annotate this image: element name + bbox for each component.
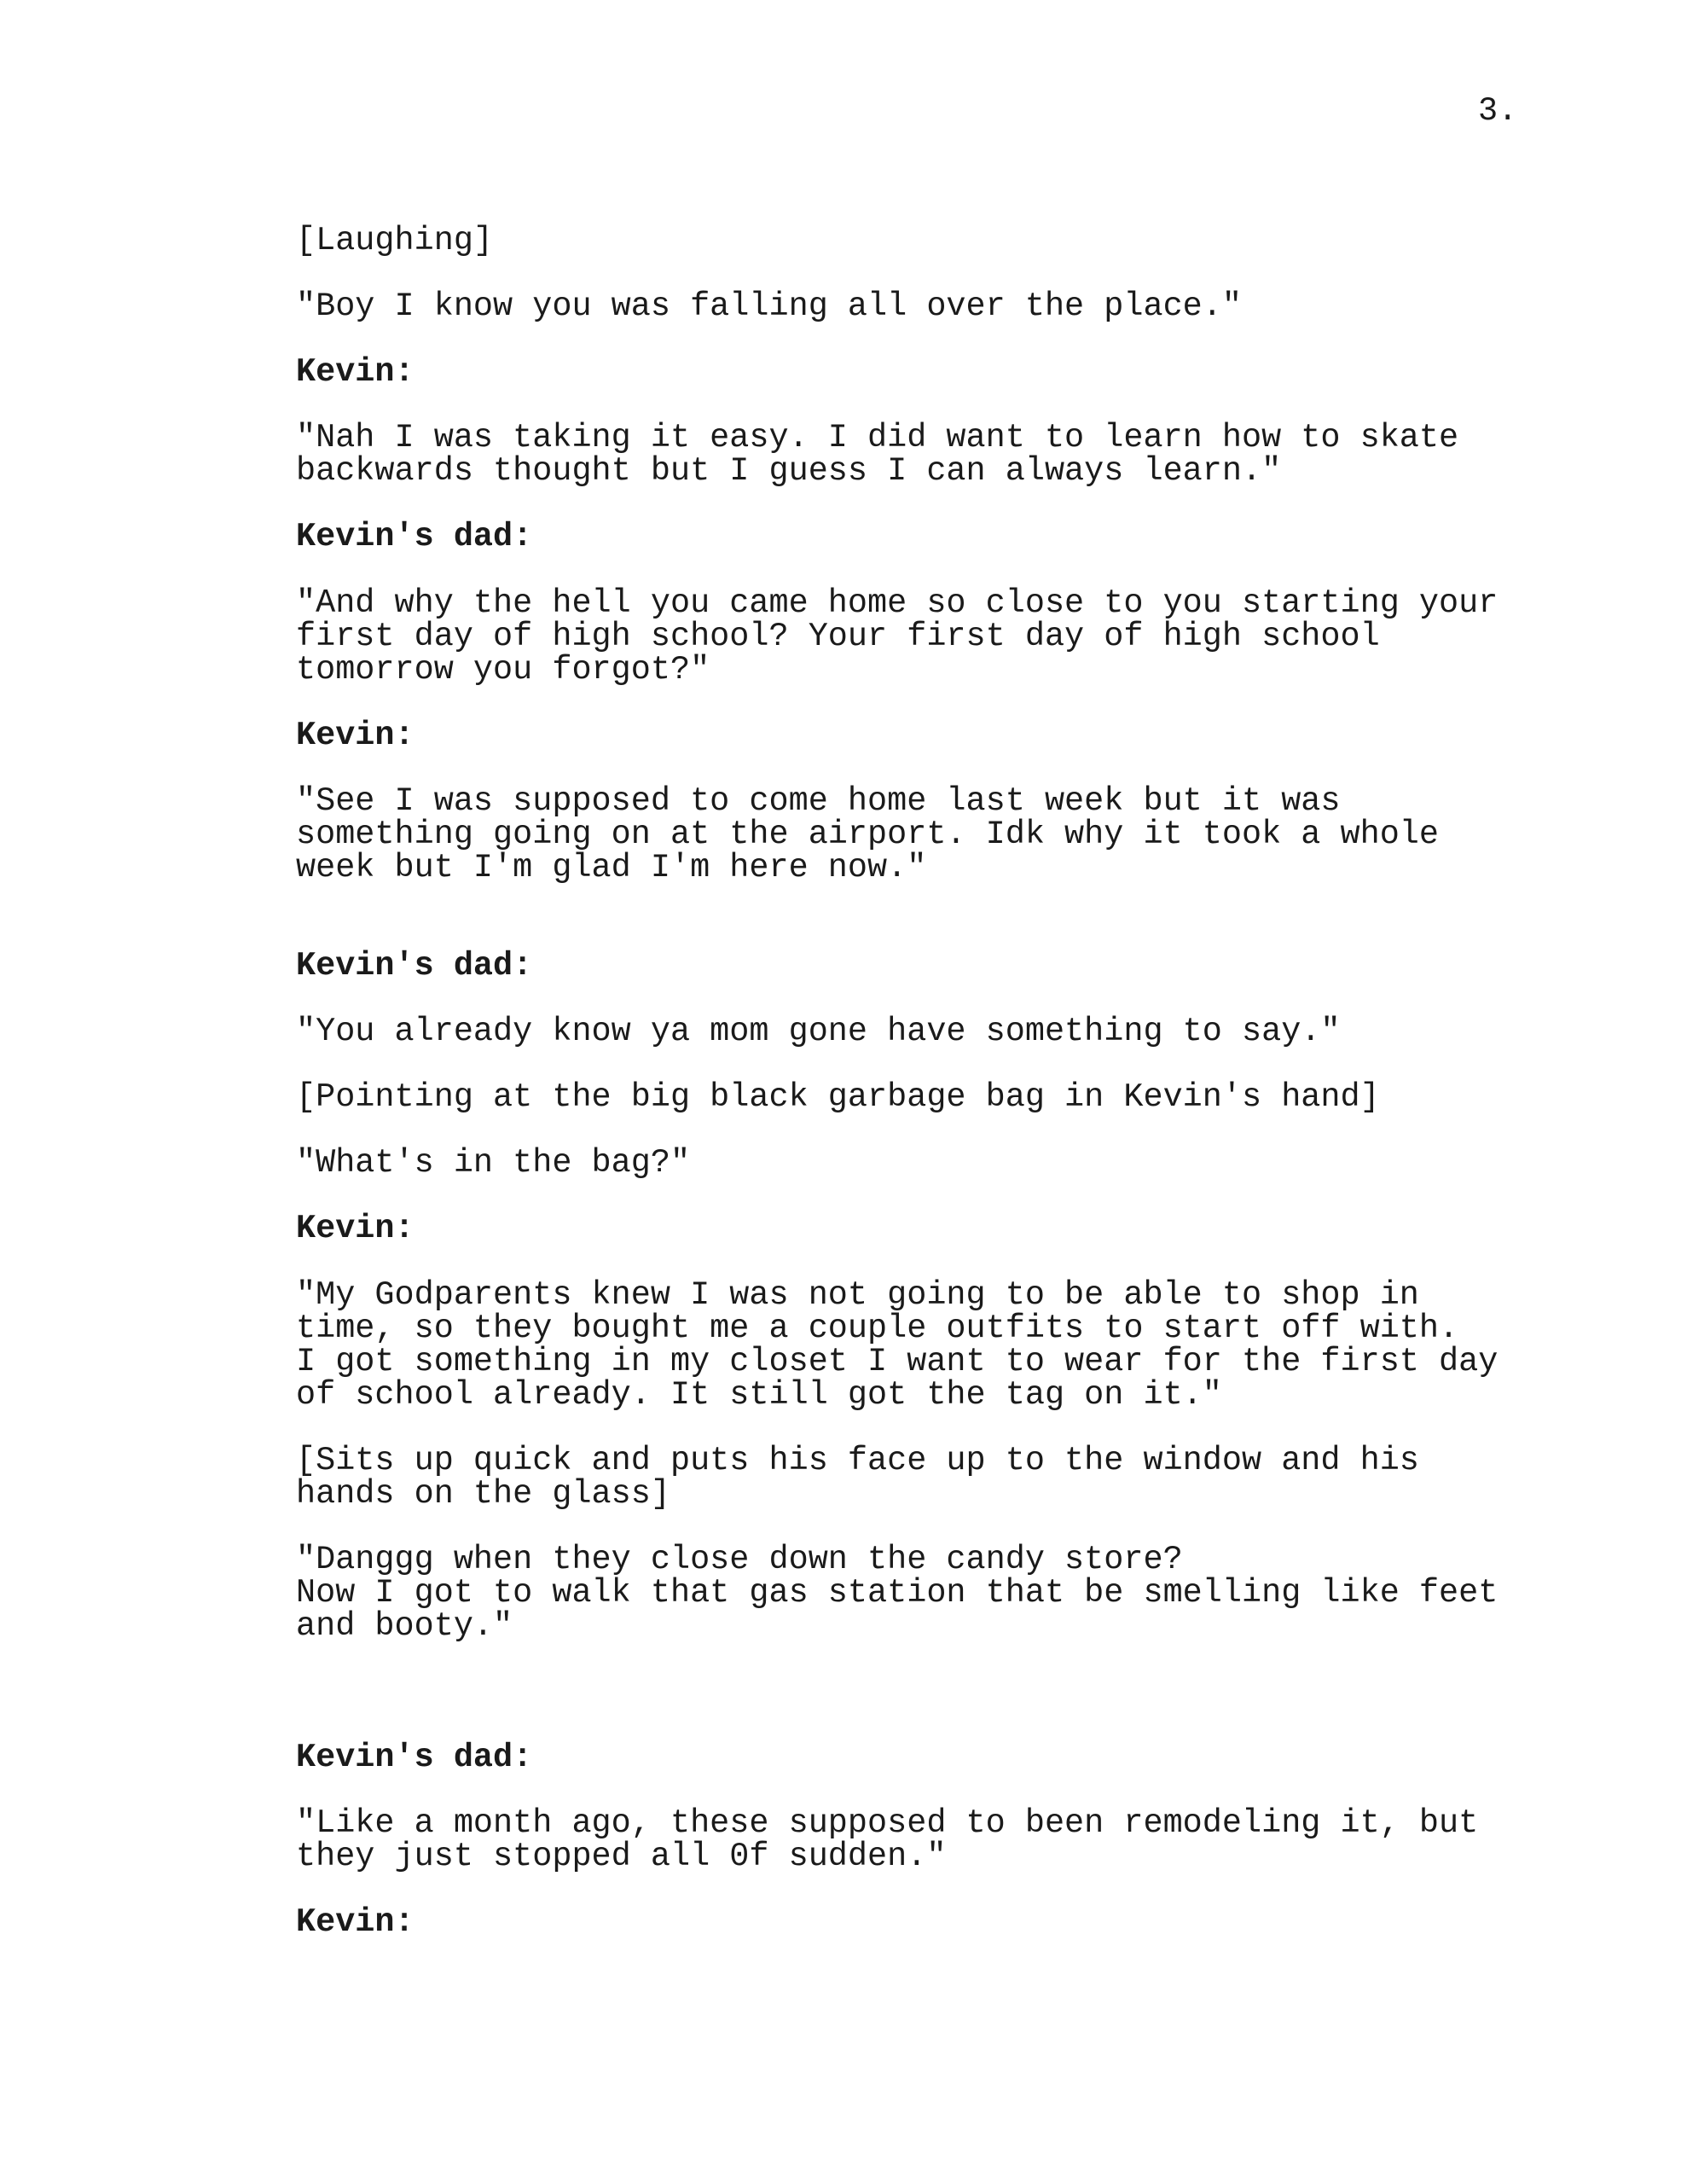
speaker-name: Kevin's dad: (296, 518, 533, 555)
page-number: 3. (1478, 92, 1518, 130)
speaker-name: Kevin: (296, 1903, 415, 1941)
dialogue-line: "Like a month ago, these supposed to been remodeling it, but (296, 1804, 1479, 1842)
dialogue-line: of school already. It still got the tag on it." (296, 1376, 1222, 1414)
dialogue-line: backwards thought but I guess I can always learn." (296, 452, 1282, 490)
dialogue-line: "And why the hell you came home so close to you starting your (296, 584, 1499, 622)
speaker-name: Kevin: (296, 1210, 415, 1247)
dialogue-line: something going on at the airport. Idk why it took a whole (296, 816, 1440, 853)
action-line: hands on the glass] (296, 1475, 670, 1513)
dialogue-line: Now I got to walk that gas station that be smelling like feet (296, 1574, 1499, 1612)
speaker-name: Kevin: (296, 353, 415, 391)
dialogue-line: tomorrow you forgot?" (296, 651, 710, 688)
dialogue-line: "Danggg when they close down the candy store? (296, 1541, 1183, 1578)
speaker-name: Kevin's dad: (296, 1739, 533, 1776)
action-line: [Laughing] (296, 222, 494, 259)
dialogue-line: "Nah I was taking it easy. I did want to learn how to skate (296, 419, 1459, 456)
dialogue-line: "You already know ya mom gone have something to say." (296, 1013, 1341, 1050)
dialogue-line: I got something in my closet I want to wear for the first day (296, 1343, 1499, 1380)
dialogue-line: "My Godparents knew I was not going to be able to shop in (296, 1276, 1419, 1314)
dialogue-line: week but I'm glad I'm here now." (296, 849, 927, 886)
dialogue-line: "Boy I know you was falling all over the place." (296, 288, 1242, 325)
speaker-name: Kevin's dad: (296, 947, 533, 985)
dialogue-line: "See I was supposed to come home last week but it was (296, 782, 1341, 820)
dialogue-line: "What's in the bag?" (296, 1144, 691, 1182)
action-line: [Sits up quick and puts his face up to the window and his (296, 1442, 1419, 1479)
dialogue-line: first day of high school? Your first day of high school (296, 618, 1380, 655)
speaker-name: Kevin: (296, 717, 415, 754)
dialogue-line: they just stopped all 0f sudden." (296, 1838, 947, 1875)
action-line: [Pointing at the big black garbage bag in Kevin's hand] (296, 1078, 1380, 1116)
dialogue-line: time, so they bought me a couple outfits to start off with. (296, 1310, 1459, 1347)
dialogue-line: and booty." (296, 1607, 513, 1645)
